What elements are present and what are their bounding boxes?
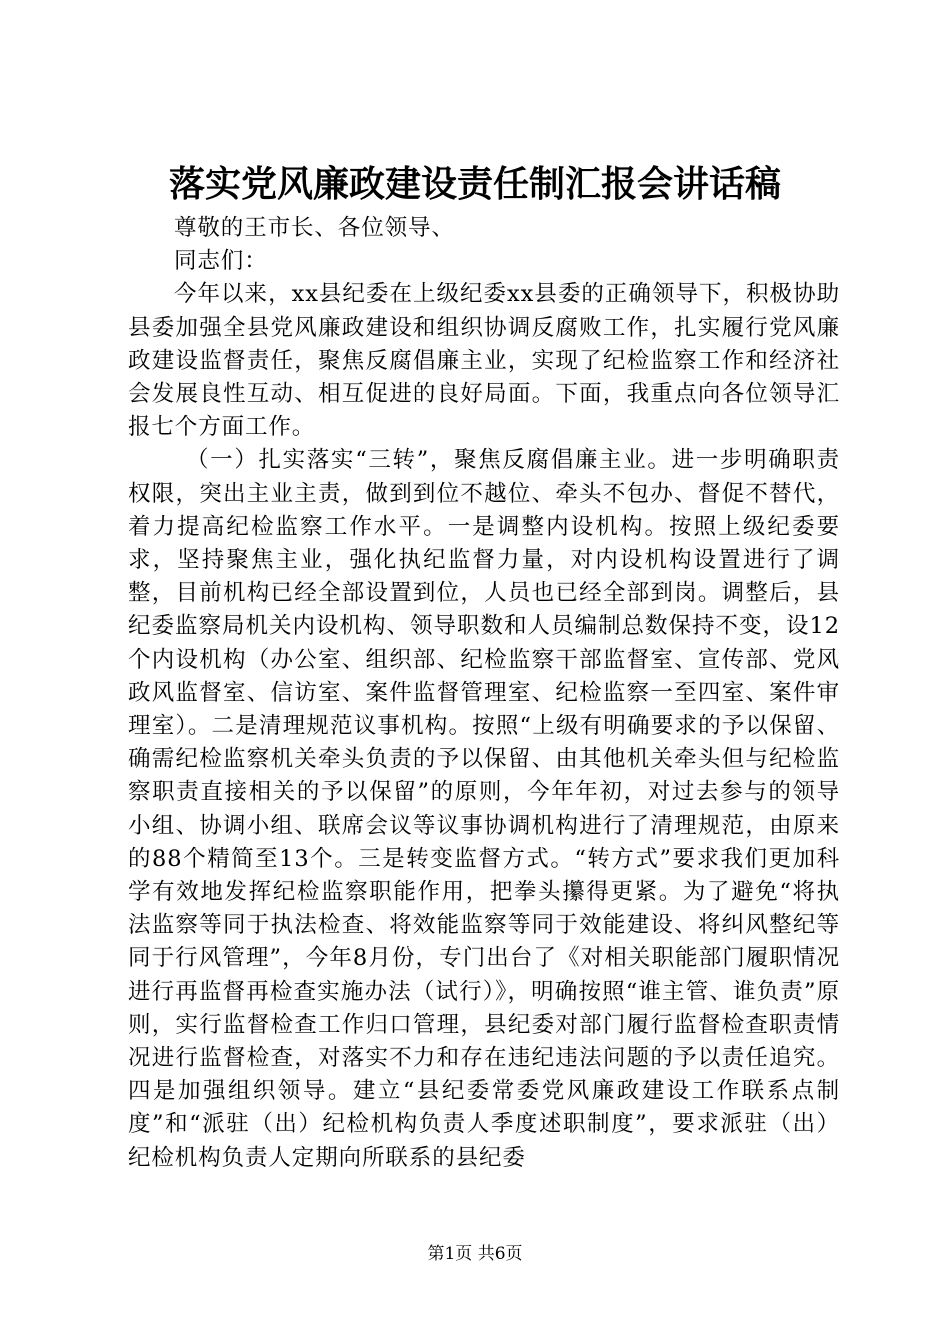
page-number-footer: 第1页 共6页: [427, 1244, 523, 1264]
document-body: [128, 212, 840, 1175]
salutation-line-2: 同志们：: [174, 248, 268, 275]
document-title: 落实党风廉政建设责任制汇报会讲话稿: [168, 163, 781, 205]
salutation-line-1: 尊敬的王市长、各位领导、: [174, 215, 455, 241]
paragraph-section-1: （一）扎实落实“三转”，聚焦反腐倡廉主业。进一步明确职责权限，突出主业主责，做到到位不越位、牵头不包办、督促不替代，着力提高纪检监察工作水平。一是调整内设机构。按照上级纪委要求，坚持聚焦主业，强化执纪监督力量，对内设机构设置进行了调整，目前机构已经全部设置到位，人员也已经全部到岗。调整后，县纪委监察局机关内设机构、领导职数和人员编制总数保持不变，设12个内设机构（办公室、组织部、纪检监察干部监督室、宣传部、党风政风监督室、信访室、案件监督管理室、纪检监察一至四室、案件审理室）。二是清理规范议事机构。按照“上级有明确要求的予以保留、确需纪检监察机关牵头负责的予以保留、由其他机关牵头但与纪检监察职责直接相关的予以保留”的原则，今年年初，对过去参与的领导小组、协调小组、联席会议等议事协调机构进行了清理规范，由原来的88个精简至13个。三是转变监督方式。“转方式”要求我们更加科学有效地发挥纪检监察职能作用，把拳头攥得更紧。为了避免“将执法监察等同于执法检查、将效能监察等同于效能建设、将纠风整纪等同于行风管理”，今年8月份，专门出台了《对相关职能部门履职情况进行再监督再检查实施办法（试行）》，明确按照“谁主管、谁负责”原则，实行监督检查工作归口管理，县纪委对部门履行监督检查职责情况进行监督检查，对落实不力和存在违纪违法问题的予以责任追究。四是加强组织领导。建立“县纪委常委党风廉政建设工作联系点制度”和“派驻（出）纪检机构负责人季度述职制度”，要求派驻（出）纪检机构负责人定期向所联系的县纪委: [128, 447, 840, 1171]
paragraph-intro: 今年以来，xx县纪委在上级纪委xx县委的正确领导下，积极协助县委加强全县党风廉政建设和组织协调反腐败工作，扎实履行党风廉政建设监督责任，聚焦反腐倡廉主业，实现了纪检监察工作和经济社会发展良性互动、相互促进的良好局面。下面，我重点向各位领导汇报七个方面工作。: [128, 281, 840, 441]
